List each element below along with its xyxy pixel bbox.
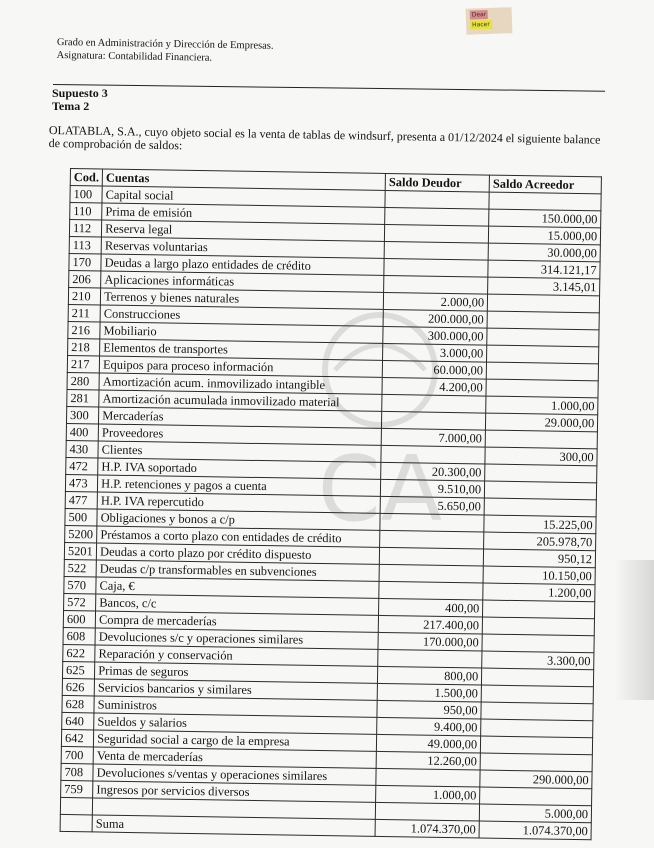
account-name: Suministros (94, 696, 377, 717)
account-code: 570 (64, 576, 96, 594)
debit-balance (381, 445, 485, 464)
svg-text:CA: CA (317, 437, 443, 542)
account-name: H.P. retenciones y pagos a cuenta (98, 475, 381, 496)
account-name: Servicios bancarios y similares (94, 679, 377, 700)
credit-balance (487, 328, 599, 347)
debit-balance (379, 564, 483, 583)
credit-balance (489, 192, 601, 211)
account-code: 217 (67, 355, 99, 373)
debit-balance: 3.000,00 (383, 343, 487, 362)
account-code: 5200 (65, 525, 97, 543)
credit-balance (481, 736, 593, 755)
account-code: 280 (67, 372, 99, 390)
account-name: Seguridad social a cargo de la empresa (94, 730, 377, 751)
credit-balance (483, 600, 595, 619)
credit-balance (481, 685, 593, 704)
account-name: Ingresos por servicios diversos (93, 781, 376, 802)
account-code: 206 (69, 270, 101, 288)
debit-balance (380, 513, 484, 532)
credit-balance (487, 294, 599, 313)
credit-balance (485, 430, 597, 449)
debit-balance: 7.000,00 (381, 428, 485, 447)
document-header (57, 36, 274, 66)
account-code: 640 (62, 712, 94, 730)
intro-text: OLATABLA, S.A., cuyo objeto social es la venta de tablas de windsurf, presenta a 01/12/2024 el siguiente balance de comprobación de saldos: (48, 123, 601, 153)
credit-balance: 29.000,00 (486, 413, 598, 432)
intro-paragraph (49, 124, 611, 160)
debit-balance (384, 258, 488, 277)
debit-balance: 170.000,00 (378, 632, 482, 651)
credit-balance (481, 719, 593, 738)
debit-balance (382, 394, 486, 413)
header-debit: Saldo Deudor (385, 173, 489, 192)
account-code: 625 (62, 661, 94, 679)
sticky-note (466, 7, 513, 35)
credit-balance: 300,00 (485, 447, 597, 466)
account-code: 110 (70, 203, 102, 221)
debit-balance (378, 649, 482, 668)
account-name: Mobiliario (100, 322, 383, 343)
trailing-code (60, 797, 92, 815)
credit-balance (480, 753, 592, 772)
debit-balance: 49.000,00 (377, 734, 481, 753)
credit-balance (482, 634, 594, 653)
sticky-note-line1: Dear (470, 10, 489, 20)
credit-balance: 314.121,17 (488, 260, 600, 279)
debit-balance: 4.200,00 (382, 377, 486, 396)
account-name: Elementos de transportes (100, 339, 383, 360)
account-code: 400 (66, 423, 98, 441)
credit-balance: 30.000,00 (488, 243, 600, 262)
account-name: Deudas c/p transformables en subvenciones (96, 560, 379, 581)
credit-balance (481, 702, 593, 721)
credit-balance: 10.150,00 (483, 566, 595, 585)
debit-balance: 60.000,00 (382, 360, 486, 379)
trailing-debit (375, 802, 479, 821)
account-name: Mercaderías (99, 407, 382, 428)
account-name: Proveedores (98, 424, 381, 445)
account-code: 216 (68, 321, 100, 339)
credit-balance (485, 464, 597, 483)
account-name: Prima de emisión (102, 203, 385, 224)
balance-table-wrapper (60, 168, 603, 840)
debit-balance: 12.260,00 (376, 751, 480, 770)
debit-balance: 9.510,00 (381, 479, 485, 498)
credit-balance: 1.200,00 (483, 583, 595, 602)
header-divider (53, 84, 605, 92)
debit-balance: 200.000,00 (383, 309, 487, 328)
debit-balance: 20.300,00 (381, 462, 485, 481)
account-code: 500 (65, 508, 97, 526)
account-name: Reserva legal (102, 220, 385, 241)
credit-balance (486, 362, 598, 381)
account-name: Devoluciones s/ventas y operaciones similares (93, 764, 376, 785)
credit-balance (482, 617, 594, 636)
trailing-credit: 5.000,00 (479, 804, 591, 823)
account-name: Capital social (102, 186, 385, 207)
account-name: Préstamos a corto plazo con entidades de crédito (97, 526, 380, 547)
account-code: 572 (64, 593, 96, 611)
debit-balance: 5.650,00 (380, 496, 484, 515)
account-name: Primas de seguros (95, 662, 378, 683)
account-code: 170 (69, 253, 101, 271)
credit-balance (484, 498, 596, 517)
credit-balance: 290.000,00 (480, 770, 592, 789)
account-code: 700 (61, 746, 93, 764)
credit-balance: 205.978,70 (484, 532, 596, 551)
credit-balance (480, 787, 592, 806)
debit-balance: 800,00 (378, 666, 482, 685)
account-code: 522 (64, 559, 96, 577)
total-label: Suma (92, 815, 375, 836)
account-code: 473 (65, 474, 97, 492)
account-name: Amortización acumulada inmovilizado material (99, 390, 382, 411)
header-credit: Saldo Acreedor (489, 175, 601, 194)
header-code: Cod. (70, 169, 102, 187)
account-name: Obligaciones y bonos a c/p (97, 509, 380, 530)
account-code: 113 (69, 236, 101, 254)
exercise-topic: Tema 2 (52, 98, 90, 113)
credit-balance: 950,12 (483, 549, 595, 568)
account-code: 218 (68, 338, 100, 356)
account-code: 210 (68, 287, 100, 305)
debit-balance (380, 530, 484, 549)
debit-balance (379, 547, 483, 566)
debit-balance (384, 241, 488, 260)
credit-balance (482, 668, 594, 687)
balance-table (60, 168, 603, 840)
account-name: H.P. IVA soportado (98, 458, 381, 479)
account-code: 112 (69, 220, 101, 238)
account-code: 622 (63, 644, 95, 662)
account-name: Compra de mercaderías (95, 611, 378, 632)
subject-line: Asignatura: Contabilidad Financiera. (56, 49, 213, 64)
account-code: 608 (63, 627, 95, 645)
account-code: 626 (62, 678, 94, 696)
account-name: Venta de mercaderías (93, 747, 376, 768)
account-code: 300 (66, 406, 98, 424)
debit-balance: 300.000,00 (383, 326, 487, 345)
header-account: Cuentas (102, 169, 385, 190)
credit-balance: 15.225,00 (484, 515, 596, 534)
debit-balance (376, 768, 480, 787)
account-name: Devoluciones s/c y operaciones similares (95, 628, 378, 649)
account-name: Deudas a largo plazo entidades de crédito (101, 254, 384, 275)
credit-balance: 150.000,00 (489, 209, 601, 228)
account-code: 477 (65, 491, 97, 509)
degree-line: Grado en Administración y Dirección de Empresas. (56, 36, 274, 52)
account-code: 759 (61, 780, 93, 798)
account-code: 708 (61, 763, 93, 781)
credit-balance (487, 345, 599, 364)
credit-balance (487, 311, 599, 330)
total-code (60, 814, 92, 832)
debit-balance (385, 224, 489, 243)
account-name: Terrenos y bienes naturales (100, 288, 383, 309)
total-credit: 1.074.370,00 (479, 821, 591, 840)
account-name: Clientes (98, 441, 381, 462)
exercise-title: Supuesto 3 (52, 86, 108, 100)
credit-balance (485, 481, 597, 500)
debit-balance (379, 581, 483, 600)
account-code: 642 (61, 729, 93, 747)
debit-balance: 400,00 (379, 598, 483, 617)
account-code: 211 (68, 304, 100, 322)
debit-balance: 950,00 (377, 700, 481, 719)
debit-balance (385, 207, 489, 226)
account-name: Aplicaciones informáticas (101, 271, 384, 292)
account-name: Reservas voluntarias (101, 237, 384, 258)
account-code: 281 (67, 389, 99, 407)
debit-balance: 2.000,00 (383, 292, 487, 311)
account-name: Construcciones (100, 305, 383, 326)
debit-balance: 217.400,00 (378, 615, 482, 634)
debit-balance (384, 275, 488, 294)
debit-balance: 1.500,00 (377, 683, 481, 702)
debit-balance: 9.400,00 (377, 717, 481, 736)
account-code: 100 (70, 186, 102, 204)
account-code: 430 (66, 440, 98, 458)
account-name: Sueldos y salarios (94, 713, 377, 734)
account-code: 472 (66, 457, 98, 475)
account-name: Amortización acum. inmovilizado intangible (99, 373, 382, 394)
account-name: Equipos para proceso información (99, 356, 382, 377)
account-name: Caja, € (96, 577, 379, 598)
sticky-note-line2: Hacer (470, 20, 492, 30)
credit-balance (486, 379, 598, 398)
debit-balance (385, 190, 489, 209)
total-debit: 1.074.370,00 (375, 819, 479, 838)
credit-balance: 15.000,00 (489, 226, 601, 245)
account-name: Bancos, c/c (96, 594, 379, 615)
credit-balance: 1.000,00 (486, 396, 598, 415)
page-edge-shadow (614, 560, 654, 700)
debit-balance (382, 411, 486, 430)
account-name: Reparación y conservación (95, 645, 378, 666)
credit-balance: 3.300,00 (482, 651, 594, 670)
account-name: H.P. IVA repercutido (97, 492, 380, 513)
account-code: 628 (62, 695, 94, 713)
credit-balance: 3.145,01 (488, 277, 600, 296)
account-name: Deudas a corto plazo por crédito dispuesto (96, 543, 379, 564)
exercise-heading (52, 87, 108, 112)
account-code: 5201 (64, 542, 96, 560)
account-code: 600 (63, 610, 95, 628)
debit-balance: 1.000,00 (376, 785, 480, 804)
